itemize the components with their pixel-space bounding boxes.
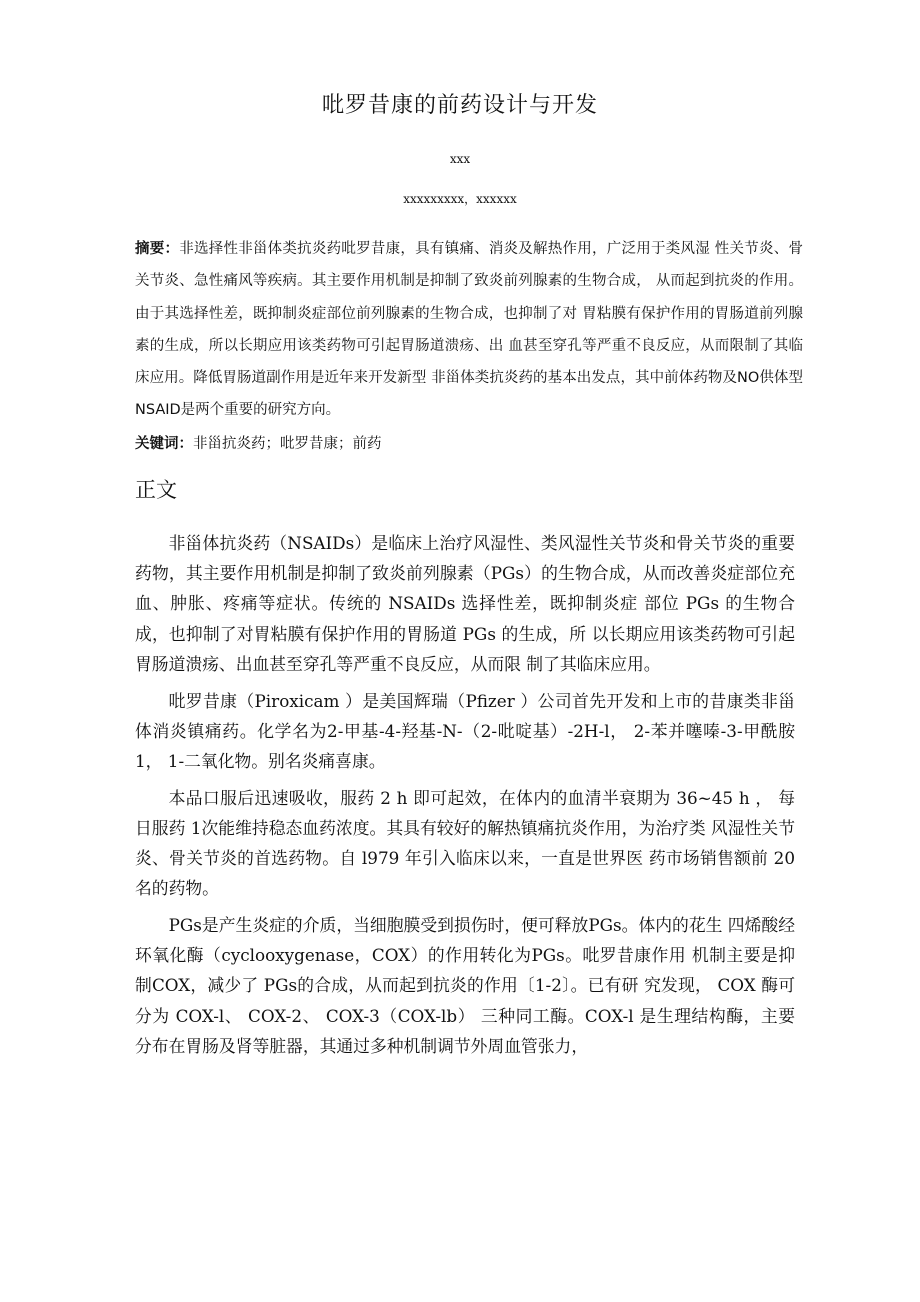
body-paragraph: 本品口服后迅速吸收，服药 2 h 即可起效，在体内的血清半衰期为 36~45 h ， 每日服药 1次能维持稳态血药浓度。其具有较好的解热镇痛抗炎作用，为治疗类 风湿性关节炎、骨关节炎的首选药物。自 l979 年引入临床以来，一直是世界医 药市场销售额前 20 名的药物。: [135, 787, 795, 899]
keywords-text: 非甾抗炎药；吡罗昔康；前药: [193, 436, 382, 452]
section-heading: 正文: [135, 478, 177, 502]
author-affiliation: xxxxxxxxx，xxxxxx: [403, 192, 517, 206]
abstract-text: 非选择性非甾体类抗炎药吡罗昔康，具有镇痛、消炎及解热作用，广泛用于类风湿 性关节炎、骨关节炎、急性痛风等疾病。其主要作用机制是抑制了致炎前列腺素的生物合成， 从而起到抗炎的作用。由于其选择性差，既抑制炎症部位前列腺素的生物合成，也抑制了对 胃粘膜有保护作用的胃肠道前列腺素的生成，所以长期应用该类药物可引起胃肠道溃疡、出 血甚至穿孔等严重不良反应，从而限制了其临床应用。降低胃肠道副作用是近年来开发新型 非甾体类抗炎药的基本出发点，其中前体药物及NO供体型NSAID是两个重要的研究方向。: [135, 241, 804, 419]
keywords-label: 关键词：: [135, 436, 193, 452]
body-text: [135, 528, 795, 1067]
body-paragraph: PGs是产生炎症的介质，当细胞膜受到损伤时，便可释放PGs。体内的花生 四烯酸经环氧化酶（cyclooxygenase，COX）的作用转化为PGs。吡罗昔康作用 机制主要是抑制COX，减少了 PGs的合成，从而起到抗炎的作用〔1-2〕。已有研 究发现， COX 酶可分为 COX-l、 COX-2、 COX-3（COX-lb） 三种同工酶。COX-l 是生理结构酶，主要分布在胃肠及肾等脏器，其通过多种机制调节外周血管张力，: [135, 914, 795, 1056]
keywords-line: [135, 431, 382, 457]
body-paragraph: 非甾体抗炎药（NSAIDs）是临床上治疗风湿性、类风湿性关节炎和骨关节炎的重要药物，其主要作用机制是抑制了致炎前列腺素（PGs）的生物合成，从而改善炎症部位充血、肿胀、疼痛等症状。传统的 NSAIDs 选择性差，既抑制炎症 部位 PGs 的生物合成，也抑制了对胃粘膜有保护作用的胃肠道 PGs 的生成，所 以长期应用该类药物可引起胃肠道溃疡、出血甚至穿孔等严重不良反应，从而限 制了其临床应用。: [135, 533, 795, 674]
author-name: xxx: [449, 152, 471, 166]
document-title: 吡罗昔康的前药设计与开发: [321, 93, 598, 118]
abstract-label: 摘要：: [135, 241, 180, 257]
abstract-block: [135, 233, 803, 427]
body-paragraph: 吡罗昔康（Piroxicam ）是美国辉瑞（Pfizer ）公司首先开发和上市的昔康类非甾体消炎镇痛药。化学名为2-甲基-4-羟基-N-（2-吡啶基）-2H-l， 2-苯并噻嗪-3-甲酰胺 1， 1-二氧化物。别名炎痛喜康。: [135, 690, 795, 771]
